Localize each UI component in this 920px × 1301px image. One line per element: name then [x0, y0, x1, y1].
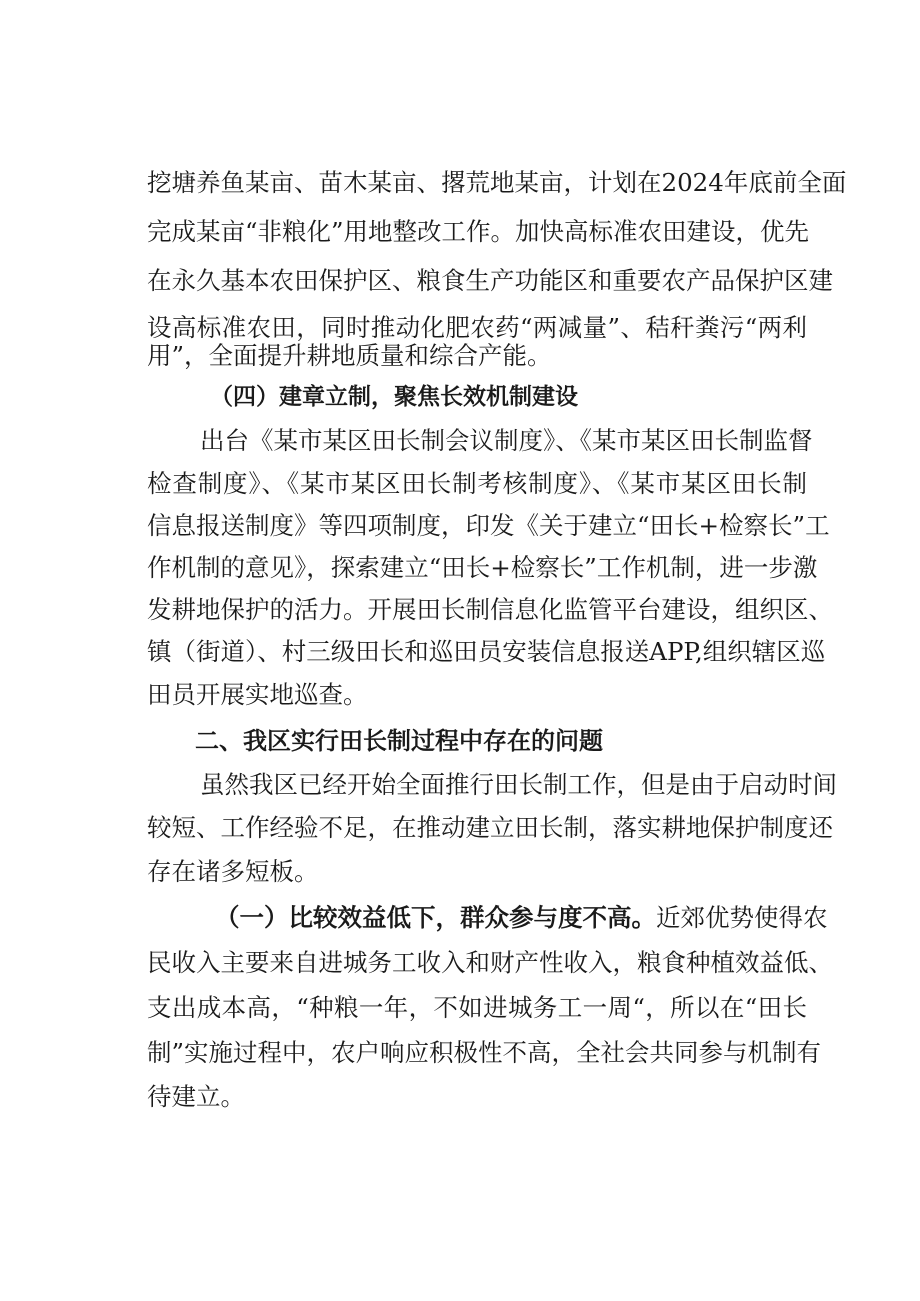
- paragraph-line: 发耕地保护的活力。开展田长制信息化监管平台建设，组织区、: [147, 595, 833, 624]
- paragraph-lead-rest: 近郊优势使得农: [656, 903, 828, 932]
- paragraph-line: 在永久基本农田保护区、粮食生产功能区和重要农产品保护区建: [147, 266, 833, 295]
- paragraph-line: 设高标准农田，同时推动化肥农药“两减量”、秸秆粪污“两利: [147, 313, 807, 342]
- paragraph-lead-bold: （一）比较效益低下，群众参与度不高。: [215, 903, 656, 932]
- paragraph-line: 作机制的意见》，探索建立“田长+检察长”工作机制，进一步激: [147, 553, 818, 582]
- paragraph-line: 民收入主要来自进城务工收入和财产性收入，粮食种植效益低、: [147, 948, 833, 977]
- section-heading: 二、我区实行田长制过程中存在的问题: [195, 727, 603, 755]
- paragraph-line: 较短、工作经验不足，在推动建立田长制，落实耕地保护制度还: [147, 813, 833, 842]
- paragraph-line: 虽然我区已经开始全面推行田长制工作，但是由于启动时间: [200, 770, 837, 799]
- paragraph-line: 完成某亩“非粮化”用地整改工作。加快高标准农田建设，优先: [147, 217, 810, 246]
- paragraph-line: 制”实施过程中，农户响应积极性不高，全社会共同参与机制有: [147, 1038, 822, 1067]
- paragraph-line: 信息报送制度》等四项制度，印发《关于建立“田长+检察长”工: [147, 511, 830, 540]
- paragraph-line: 待建立。: [147, 1082, 245, 1111]
- paragraph-first-line: [215, 898, 828, 938]
- paragraph-line: 出台《某市某区田长制会议制度》、《某市某区田长制监督: [200, 426, 813, 455]
- paragraph-line: 存在诸多短板。: [147, 857, 319, 886]
- paragraph-line: 镇（街道）、村三级田长和巡田员安装信息报送APP,组织辖区巡: [147, 637, 826, 666]
- section-subheading: （四）建章立制，聚焦长效机制建设: [210, 384, 578, 410]
- paragraph-line: 用”，全面提升耕地质量和综合产能。: [147, 341, 552, 370]
- paragraph-line: 检查制度》、《某市某区田长制考核制度》、《某市某区田长制: [147, 469, 807, 498]
- paragraph-line: 挖塘养鱼某亩、苗木某亩、撂荒地某亩，计划在2024年底前全面: [147, 168, 847, 197]
- paragraph-line: 田员开展实地巡查。: [147, 680, 368, 709]
- paragraph-line: 支出成本高，“种粮一年，不如进城务工一周“，所以在“田长: [147, 993, 807, 1022]
